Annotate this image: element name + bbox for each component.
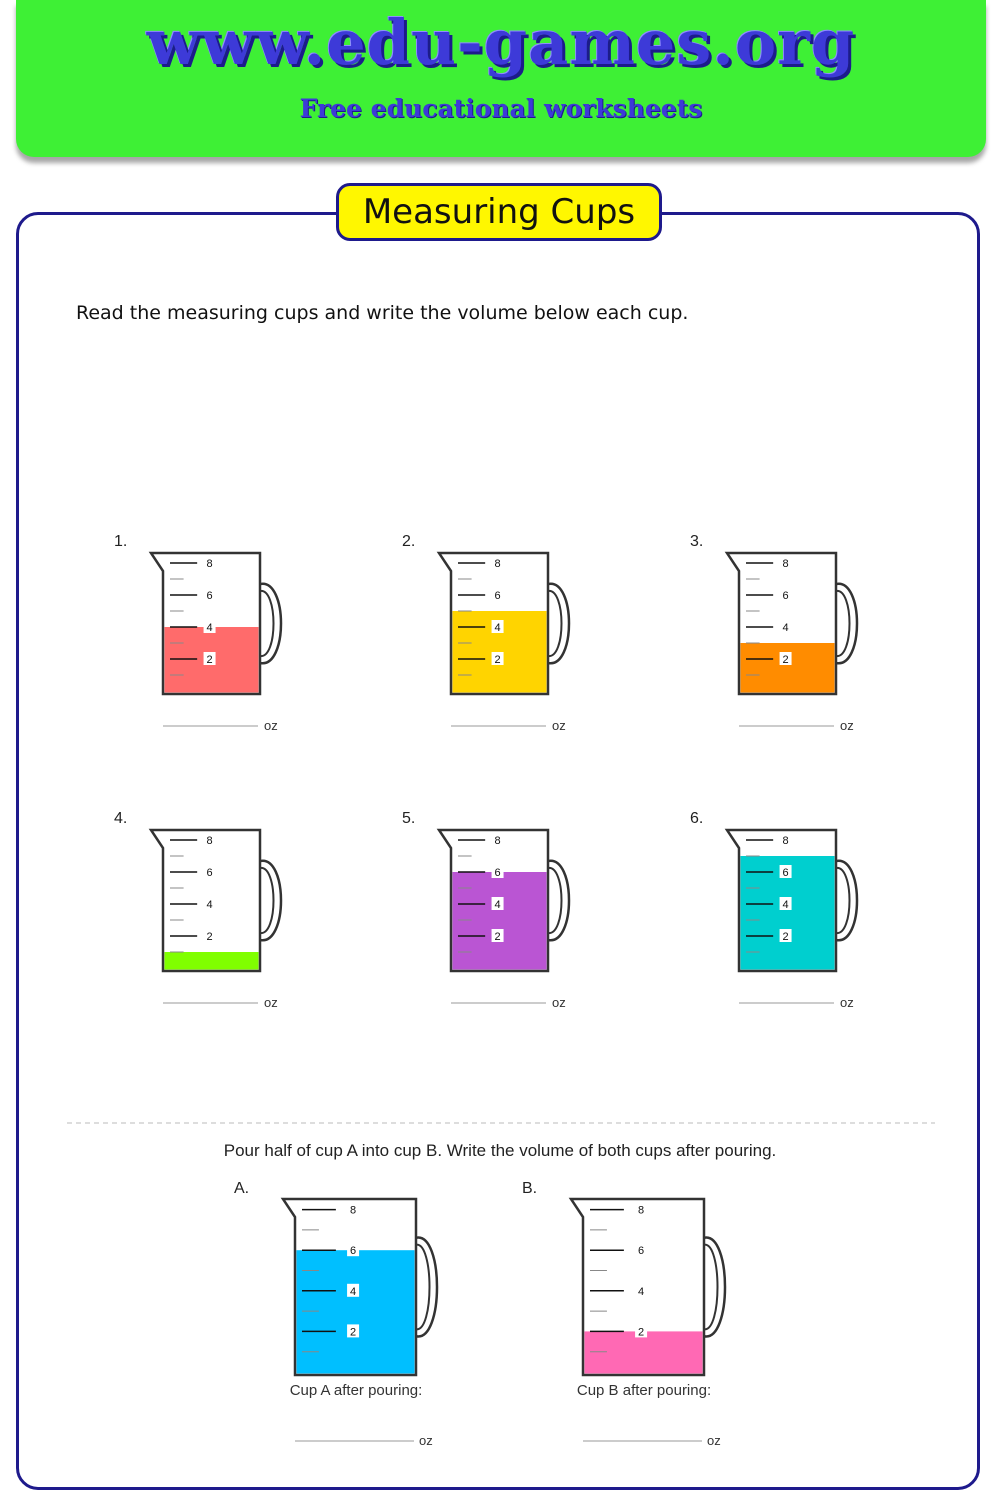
tick-label: 4 [206,622,213,634]
cup-label: A. [234,1180,250,1197]
unit-label: oz [264,718,278,733]
cup-handle-inner [836,591,850,656]
worksheet-instruction: Read the measuring cups and write the volume below each cup. [76,302,689,324]
tick-label: 6 [494,590,501,602]
tick-label: 2 [782,654,789,666]
unit-label: oz [552,718,566,733]
cup-handle [704,1237,725,1336]
cup-handle-inner [548,591,562,656]
cup-label: 4. [114,810,128,827]
cup-handle [260,584,281,664]
tick-label: 6 [206,867,213,879]
cup-label: 3. [690,533,704,550]
tick-label: 4 [350,1285,357,1298]
tick-label: 6 [350,1245,357,1258]
tick-label: 8 [494,835,501,847]
tick-label: 8 [782,835,789,847]
liquid-fill [165,952,259,970]
tick-label: 6 [206,590,213,602]
tick-label: 6 [494,867,501,879]
unit-label: oz [707,1433,721,1448]
tick-label: 8 [350,1204,357,1217]
unit-label: oz [419,1433,433,1448]
pour-instruction: Pour half of cup A into cup B. Write the volume of both cups after pouring. [223,1141,777,1160]
tick-label: 2 [494,654,501,666]
worksheet-title: Measuring Cups [336,183,662,241]
cup-caption: Cup A after pouring: [289,1382,423,1399]
cup-handle [836,861,857,941]
tick-label: 6 [638,1245,645,1258]
cup-label: 6. [690,810,704,827]
tick-label: 6 [782,590,789,602]
cup-handle [260,861,281,941]
site-subtitle: Free educational worksheets [299,94,703,123]
cup-label: 1. [114,533,128,550]
cup-handle-inner [260,591,274,656]
cup-handle-inner [836,868,850,933]
tick-label: 8 [782,558,789,570]
liquid-fill [453,872,547,970]
cup-handle-inner [416,1245,430,1330]
tick-label: 4 [782,899,789,911]
tick-label: 2 [206,931,213,943]
liquid-fill [297,1250,415,1373]
cup-handle [416,1237,437,1336]
tick-label: 4 [494,622,501,634]
cup-label: B. [522,1180,538,1197]
unit-label: oz [840,718,854,733]
unit-label: oz [552,995,566,1010]
tick-label: 8 [638,1204,645,1217]
tick-label: 4 [782,622,789,634]
cup-label: 2. [402,533,416,550]
cup-caption: Cup B after pouring: [576,1382,712,1399]
tick-label: 2 [494,931,501,943]
cup-label: 5. [402,810,416,827]
tick-label: 8 [206,835,213,847]
tick-label: 2 [638,1326,645,1339]
unit-label: oz [840,995,854,1010]
tick-label: 4 [638,1285,645,1298]
cup-handle-inner [260,868,274,933]
tick-label: 2 [782,931,789,943]
liquid-fill [741,643,835,693]
cup-handle [548,584,569,664]
cup-handle-inner [704,1245,718,1330]
tick-label: 4 [206,899,213,911]
unit-label: oz [264,995,278,1010]
tick-label: 4 [494,899,501,911]
site-title[interactable]: www.edu-games.org [146,6,856,79]
tick-label: 2 [350,1326,357,1339]
tick-label: 6 [782,867,789,879]
cup-handle-inner [548,868,562,933]
cup-handle [548,861,569,941]
tick-label: 2 [206,654,213,666]
tick-label: 8 [494,558,501,570]
cup-handle [836,584,857,664]
tick-label: 8 [206,558,213,570]
